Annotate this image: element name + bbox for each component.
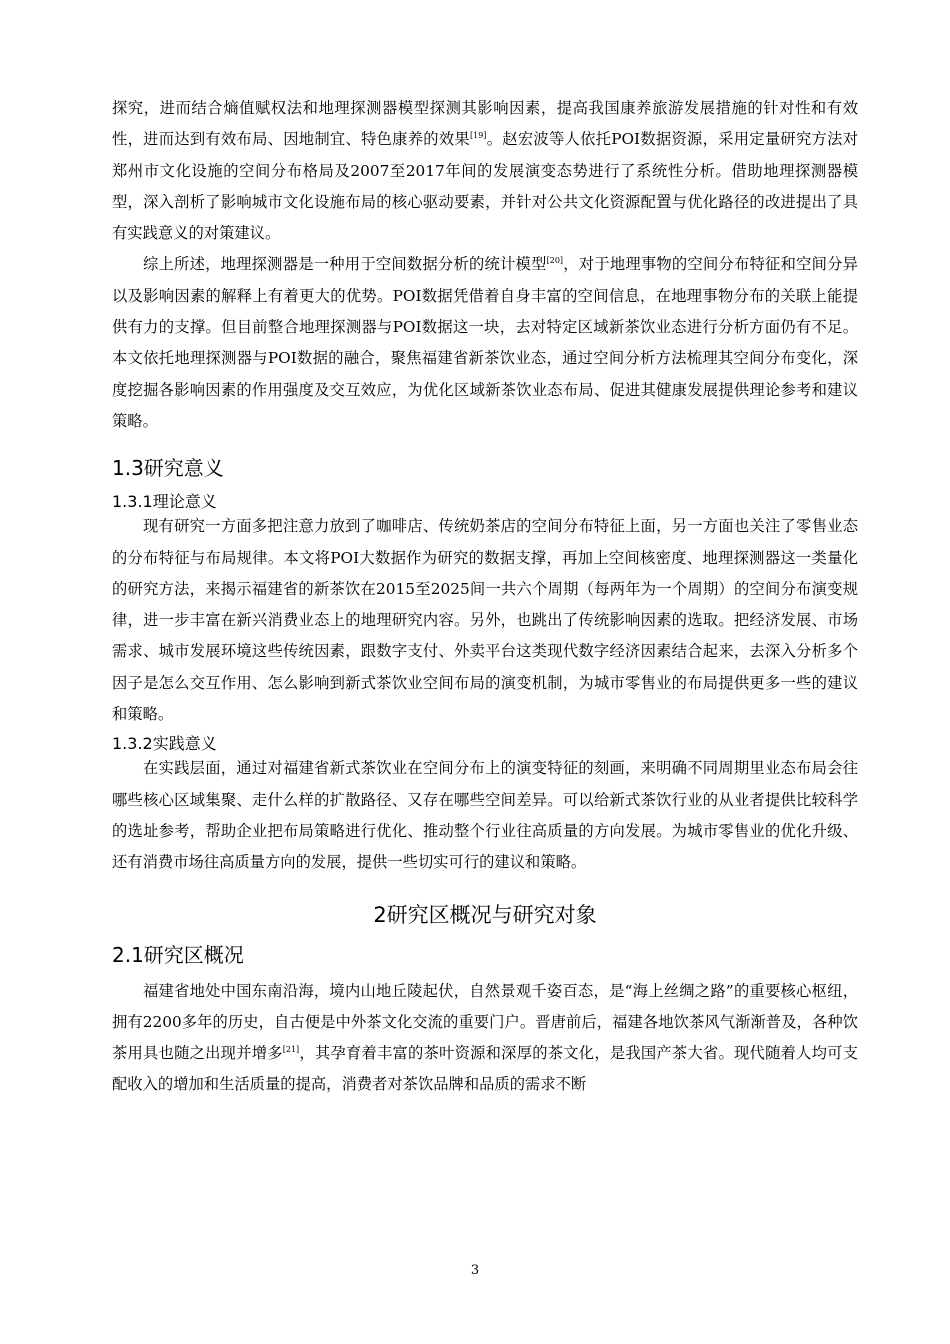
- paragraph-text: 福建省地处中国东南沿海，境内山地丘陵起伏，自然景观千姿百态，是“海上丝绸之路”的重要核心枢纽，拥有2200多年的历史，自古便是中外茶文化交流的重要门户。晋唐前后，福建各地饮茶风气渐渐普及，各种饮茶用具也随之出现并增多: [112, 981, 858, 1063]
- subsection-heading-1-3-1: 1.3.1理论意义: [112, 492, 217, 512]
- page-number: 3: [470, 1263, 480, 1278]
- paragraph-text: 。赵宏波等人依托POI数据资源，采用定量研究方法对郑州市文化设施的空间分布格局及2007至2017年间的发展演变态势进行了系统性分析。借助地理探测器模型，深入剖析了影响城市文化设施布局的核心驱动要素，并针对公共文化资源配置与优化路径的改进提出了具有实践意义的对策建议。: [112, 130, 858, 243]
- section-heading-1-3: 1.3研究意义: [112, 456, 224, 481]
- paragraph-theoretical-significance: 现有研究一方面多把注意力放到了咖啡店、传统奶茶店的空间分布特征上面，另一方面也关注了零售业态的分布特征与布局规律。本文将POI大数据作为研究的数据支撑，再加上空间核密度、地理探测器这一类量化的研究方法，来揭示福建省的新茶饮在2015至2025间一共六个周期（每两年为一个周期）的空间分布演变规律，进一步丰富在新兴消费业态上的地理研究内容。另外，也跳出了传统影响因素的选取。把经济发展、市场需求、城市发展环境这些传统因素，跟数字支付、外卖平台这类现代数字经济因素结合起来，去深入分析多个因子是怎么交互作用、怎么影响到新式茶饮业空间布局的演变机制，为城市零售业的布局提供更多一些的建议和策略。: [112, 517, 858, 724]
- paragraph-text: 探究，进而结合熵值赋权法和地理探测器模型探测其影响因素，提高我国康养旅游发展措施的针对性和有效性，进而达到有效布局、因地制宜、特色康养的效果: [112, 99, 858, 149]
- section-heading-2-1: 2.1研究区概况: [112, 942, 244, 967]
- citation-ref: [20]: [546, 256, 564, 266]
- paragraph-practical-significance: 在实践层面，通过对福建省新式茶饮业在空间分布上的演变特征的刻画，来明确不同周期里业态布局会往哪些核心区域集聚、走什么样的扩散路径、又存在哪些空间差异。可以给新式茶饮行业的从业者提供比较科学的选址参考，帮助企业把布局策略进行优化、推动整个行业往高质量的方向发展。为城市零售业的优化升级、还有消费市场往高质量方向的发展，提供一些切实可行的建议和策略。: [112, 759, 858, 872]
- paragraph-text: ，其孕育着丰富的茶叶资源和深厚的茶文化，是我国产茶大省。现代随着人均可支配收入的增加和生活质量的提高，消费者对茶饮品牌和品质的需求不断: [112, 1044, 858, 1094]
- paragraph-study-area: [112, 976, 858, 1101]
- paragraph-text: 综上所述，地理探测器是一种用于空间数据分析的统计模型: [143, 255, 547, 274]
- citation-ref: [21]: [282, 1045, 300, 1055]
- paragraph-literature-review: [112, 93, 858, 249]
- chapter-heading-2: 2研究区概况与研究对象: [373, 902, 597, 927]
- citation-ref: [19]: [470, 131, 487, 141]
- paragraph-summary: [112, 249, 858, 437]
- paragraph-text: ，对于地理事物的空间分布特征和空间分异以及影响因素的解释上有着更大的优势。POI数据凭借着自身丰富的空间信息，在地理事物分布的关联上能提供有力的支撑。但目前整合地理探测器与POI数据这一块，去对特定区域新茶饮业态进行分析方面仍有不足。本文依托地理探测器与POI数据的融合，聚焦福建省新茶饮业态，通过空间分析方法梳理其空间分布变化，深度挖掘各影响因素的作用强度及交互效应，为优化区域新茶饮业态布局、促进其健康发展提供理论参考和建议策略。: [112, 255, 858, 430]
- subsection-heading-1-3-2: 1.3.2实践意义: [112, 734, 217, 754]
